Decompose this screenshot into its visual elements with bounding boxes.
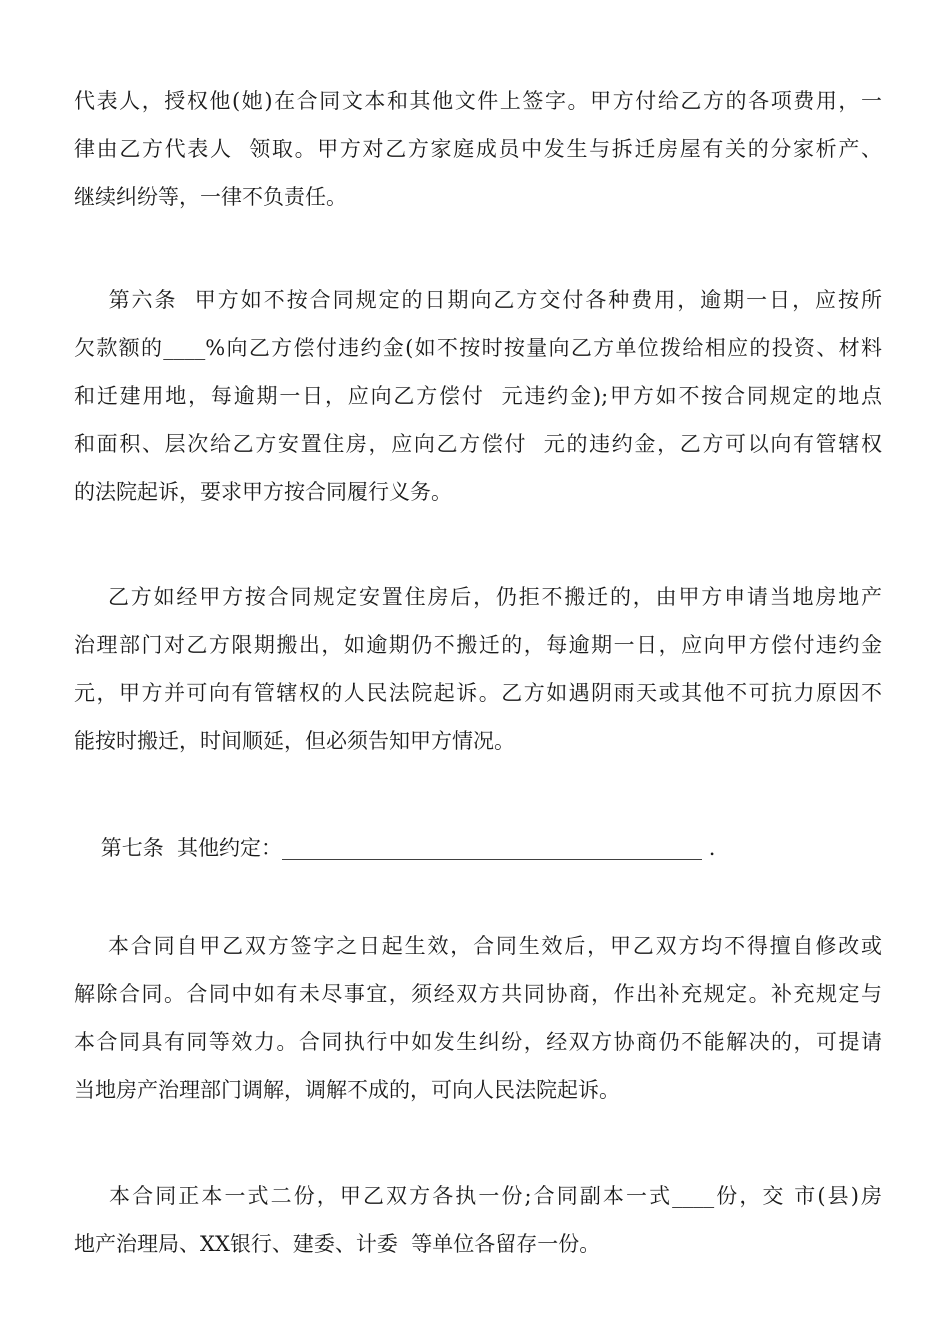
text-line: 乙方如经甲方按合同规定安置住房后，仍拒不搬迁的，由甲方申请当地房地产 xyxy=(74,585,882,609)
text-line: 本合同正本一式二份，甲乙双方各执一份;合同副本一式____份，交 市(县)房 xyxy=(74,1184,882,1208)
text-line: 地产治理局、XX银行、建委、计委 等单位各留存一份。 xyxy=(74,1232,601,1256)
paragraph-article-6 xyxy=(74,276,882,516)
text-line: 解除合同。合同中如有未尽事宜，须经双方共同协商，作出补充规定。补充规定与 xyxy=(74,982,882,1006)
text-line: 治理部门对乙方限期搬出，如逾期仍不搬迁的，每逾期一日，应向甲方偿付违约金 xyxy=(74,633,882,657)
text-line: 第六条 甲方如不按合同规定的日期向乙方交付各种费用，逾期一日，应按所 xyxy=(74,288,882,312)
text-line: 本合同自甲乙双方签字之日起生效，合同生效后，甲乙双方均不得擅自修改或 xyxy=(74,934,882,958)
text-line: 律由乙方代表人 领取。甲方对乙方家庭成员中发生与拆迁房屋有关的分家析产、 xyxy=(74,137,882,161)
paragraph-relocation-refusal xyxy=(74,573,882,765)
paragraph-representative xyxy=(74,77,882,221)
text-line: 本合同具有同等效力。合同执行中如发生纠纷，经双方协商仍不能解决的，可提请 xyxy=(74,1030,882,1054)
text-line: 代表人，授权他(她)在合同文本和其他文件上签字。甲方付给乙方的各项费用，一 xyxy=(74,89,882,113)
text-line: 欠款额的____%向乙方偿付违约金(如不按时按量向乙方单位拨给相应的投资、材料 xyxy=(74,336,882,360)
text-line: 的法院起诉，要求甲方按合同履行义务。 xyxy=(74,480,452,504)
text-line: 和迁建用地，每逾期一日，应向乙方偿付 元违约金);甲方如不按合同规定的地点 xyxy=(74,384,882,408)
paragraph-article-7 xyxy=(74,824,882,872)
text-line: 继续纠纷等，一律不负责任。 xyxy=(74,185,347,209)
text-line: 能按时搬迁，时间顺延，但必须告知甲方情况。 xyxy=(74,729,515,753)
paragraph-copies xyxy=(74,1172,882,1268)
text-line: 当地房产治理部门调解，调解不成的，可向人民法院起诉。 xyxy=(74,1078,620,1102)
text-line: 和面积、层次给乙方安置住房，应向乙方偿付 元的违约金，乙方可以向有管辖权 xyxy=(74,432,882,456)
text-line: 第七条 其他约定：________________________________________ . xyxy=(74,836,716,860)
paragraph-effectiveness xyxy=(74,922,882,1114)
text-line: 元，甲方并可向有管辖权的人民法院起诉。乙方如遇阴雨天或其他不可抗力原因不 xyxy=(74,681,882,705)
